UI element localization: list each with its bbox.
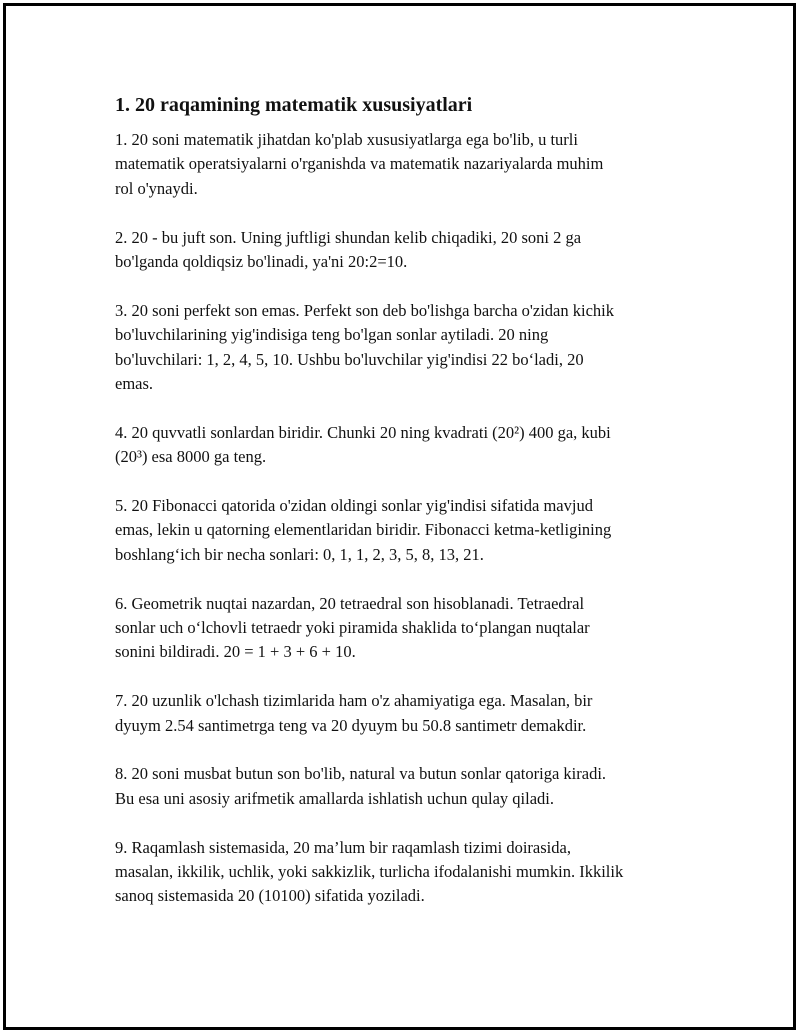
paragraph-line: emas. (115, 374, 154, 394)
paragraph-line: 5. 20 Fibonacci qatorida o'zidan oldingi sonlar yig'indisi sifatida mavjud (115, 496, 593, 516)
paragraph-line: 4. 20 quvvatli sonlardan biridir. Chunki 20 ning kvadrati (20²) 400 ga, kubi (115, 422, 611, 442)
paragraph-4 (115, 421, 695, 470)
paragraph-line: 2. 20 - bu juft son. Uning juftligi shundan kelib chiqadiki, 20 soni 2 ga (115, 227, 582, 247)
paragraph-line: 7. 20 uzunlik o'lchash tizimlarida ham o'z ahamiyatiga ega. Masalan, bir (115, 691, 593, 711)
paragraph-line: emas, lekin u qatorning elementlaridan biridir. Fibonacci ketma-ketligining (115, 520, 612, 540)
paragraph-line: masalan, ikkilik, uchlik, yoki sakkizlik, turlicha ifodalanishi mumkin. Ikkilik (115, 862, 624, 882)
paragraph-line: 1. 20 soni matematik jihatdan ko'plab xususiyatlarga ega bo'lib, u turli (115, 130, 578, 149)
paragraph-line: boshlang‘ich bir necha sonlari: 0, 1, 1, 2, 3, 5, 8, 13, 21. (115, 544, 484, 564)
paragraph-2 (115, 226, 695, 275)
paragraph-line: 6. Geometrik nuqtai nazardan, 20 tetraedral son hisoblanadi. Tetraedral (115, 593, 585, 613)
paragraph-line: Bu esa uni asosiy arifmetik amallarda ishlatish uchun qulay qiladi. (115, 788, 554, 808)
paragraph-line: bo'luvchilari: 1, 2, 4, 5, 10. Ushbu bo'luvchilar yig'indisi 22 bo‘ladi, 20 (115, 349, 584, 369)
paragraph-line: rol o'ynaydi. (115, 178, 198, 198)
paragraph-7 (115, 689, 695, 738)
paragraph-line: bo'lganda qoldiqsiz bo'linadi, ya'ni 20:2=10. (115, 252, 408, 272)
paragraph-8 (115, 762, 695, 811)
document-title: 1. 20 raqamining matematik xususiyatlari (115, 94, 473, 116)
paragraph-line: dyuym 2.54 santimetrga teng va 20 dyuym bu 50.8 santimetr demakdir. (115, 715, 587, 735)
paragraph-9 (115, 836, 695, 909)
paragraph-list (115, 128, 695, 909)
paragraph-line: (20³) esa 8000 ga teng. (115, 447, 267, 467)
document-body (115, 92, 695, 933)
paragraph-5 (115, 494, 695, 567)
paragraph-line: matematik operatsiyalarni o'rganishda va matematik nazariyalarda muhim (115, 154, 604, 174)
paragraph-6 (115, 592, 695, 665)
paragraph-line: 9. Raqamlash sistemasida, 20 ma’lum bir raqamlash tizimi doirasida, (115, 837, 571, 857)
paragraph-1 (115, 128, 695, 201)
paragraph-line: sonini bildiradi. 20 = 1 + 3 + 6 + 10. (115, 642, 356, 662)
paragraph-line: sanoq sistemasida 20 (10100) sifatida yoziladi. (115, 886, 425, 906)
paragraph-line: 3. 20 soni perfekt son emas. Perfekt son deb bo'lishga barcha o'zidan kichik (115, 300, 614, 320)
paragraph-3 (115, 299, 695, 397)
paragraph-line: 8. 20 soni musbat butun son bo'lib, natural va butun sonlar qatoriga kiradi. (115, 764, 607, 784)
paragraph-line: sonlar uch o‘lchovli tetraedr yoki piramida shaklida to‘plangan nuqtalar (115, 618, 590, 638)
paragraph-line: bo'luvchilarining yig'indisiga teng bo'lgan sonlar aytiladi. 20 ning (115, 325, 549, 345)
